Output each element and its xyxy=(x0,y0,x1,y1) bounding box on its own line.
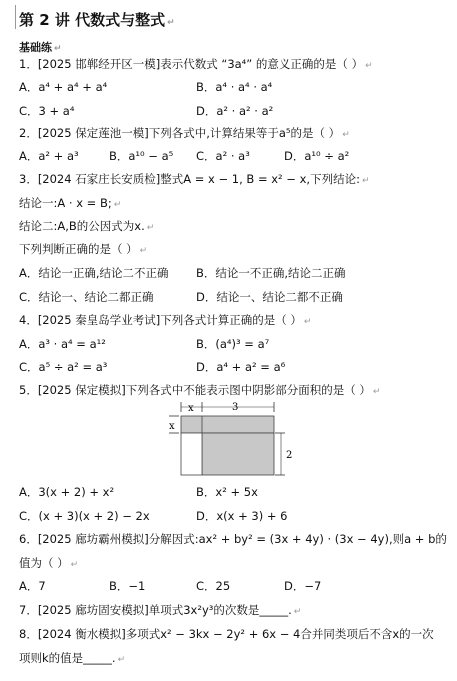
question-4: 4．[2025 秦皇岛学业考试]下列各式计算正确的是（ ） ↵ xyxy=(19,313,312,327)
q6-option-b: B．−1 xyxy=(109,579,146,593)
question-6: 6．[2025 廊坊霸州模拟]分解因式:ax² + by² = (3x + 4y) · (3x − 4y),则a + b的 xyxy=(19,532,447,546)
page-title: 第 2 讲 代数式与整式 ↵ xyxy=(19,11,175,29)
q2-option-b: B．a¹⁰ − a⁵ xyxy=(109,149,174,163)
question-3: 3．[2024 石家庄长安质检]整式A = x − 1, B = x² − x,下列结论: ↵ xyxy=(19,172,370,186)
fig-label-left-x: x xyxy=(169,421,175,432)
question-7: 7．[2025 廊坊固安模拟]单项式3x²y³的次数是_____. ↵ xyxy=(19,603,302,617)
q5-option-a: A．3(x + 2) + x² xyxy=(19,485,115,499)
q1-option-c: C．3 + a⁴ xyxy=(19,104,75,118)
q3-option-c: C．结论一、结论二都正确 xyxy=(19,290,154,304)
q2-option-c: C．a² · a³ xyxy=(196,149,250,163)
q2-option-d: D．a¹⁰ ÷ a² xyxy=(284,149,350,163)
shaded-area-figure xyxy=(165,400,305,480)
question-2: 2．[2025 保定莲池一模]下列各式中,计算结果等于a⁵的是（ ） ↵ xyxy=(19,126,350,140)
fig-label-top-3: 3 xyxy=(232,402,239,413)
fig-label-right-2: 2 xyxy=(286,450,293,461)
q1-option-b: B．a⁴ · a⁴ · a⁴ xyxy=(196,80,273,94)
page-corner-marker xyxy=(15,5,16,29)
q5-option-d: D．x(x + 3) + 6 xyxy=(196,509,288,523)
fig-label-top-x: x xyxy=(188,403,194,414)
question-5: 5．[2025 保定模拟]下列各式中不能表示图中阴影部分面积的是（ ） ↵ xyxy=(19,383,381,397)
q5-option-b: B．x² + 5x xyxy=(196,485,258,499)
q6-option-a: A．7 xyxy=(19,579,46,593)
question-8-cont: 项则k的值是_____. ↵ xyxy=(19,651,126,665)
q3-option-a: A．结论一正确,结论二不正确 xyxy=(19,266,169,280)
q1-option-d: D．a² · a² · a² xyxy=(196,104,274,118)
q4-option-b: B．(a⁴)³ = a⁷ xyxy=(196,337,270,351)
q2-option-a: A．a² + a³ xyxy=(19,149,79,163)
q3-conclusion-1: 结论一:A · x = B; ↵ xyxy=(19,196,122,210)
q3-conclusion-2: 结论二:A,B的公因式为x. ↵ xyxy=(19,219,155,233)
q4-option-d: D．a⁴ + a² = a⁶ xyxy=(196,360,286,374)
q5-option-c: C．(x + 3)(x + 2) − 2x xyxy=(19,509,150,523)
question-8: 8．[2024 衡水模拟]多项式x² − 3kx − 2y² + 6x − 4合并同类项后不含x的一次 xyxy=(19,627,434,641)
q1-option-a: A．a⁴ + a⁴ + a⁴ xyxy=(19,80,108,94)
q6-option-c: C．25 xyxy=(196,579,231,593)
section-heading: 基础练 ↵ xyxy=(19,41,62,54)
q3-option-b: B．结论一不正确,结论二正确 xyxy=(196,266,346,280)
q3-option-d: D．结论一、结论二都不正确 xyxy=(196,290,343,304)
question-6-cont: 值为（ ） ↵ xyxy=(19,556,79,570)
q6-option-d: D．−7 xyxy=(284,579,322,593)
q3-prompt: 下列判断正确的是（ ） ↵ xyxy=(19,242,148,256)
q4-option-a: A．a³ · a⁴ = a¹² xyxy=(19,337,106,351)
q4-option-c: C．a⁵ ÷ a² = a³ xyxy=(19,360,108,374)
question-1: 1．[2025 邯郸经开区一模]表示代数式 “3a⁴” 的意义正确的是（ ） ↵ xyxy=(19,57,373,71)
